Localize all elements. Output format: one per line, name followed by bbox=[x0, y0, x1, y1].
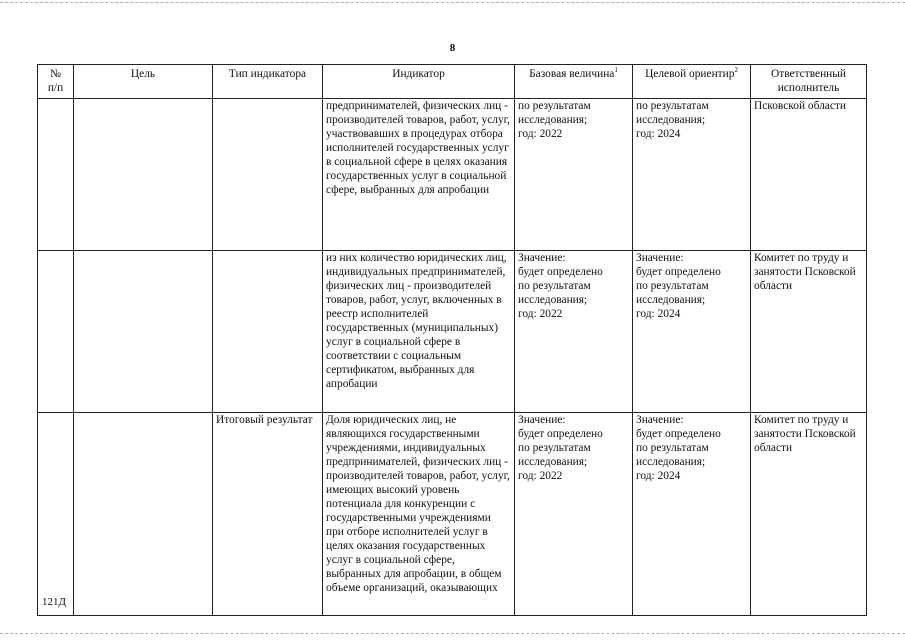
cell-base bbox=[515, 251, 633, 413]
cell-goal bbox=[74, 413, 213, 616]
cell-num bbox=[38, 413, 74, 616]
cell-responsible: Комитет по труду и занятости Псковской области bbox=[751, 251, 867, 413]
cell-type bbox=[213, 99, 323, 251]
cell-goal bbox=[74, 251, 213, 413]
cell-base bbox=[515, 99, 633, 251]
table-row bbox=[38, 99, 867, 251]
target-line1: по результатам bbox=[636, 280, 709, 292]
target-line2: исследования; bbox=[636, 294, 706, 306]
cell-responsible: Комитет по труду и занятости Псковской области bbox=[751, 413, 867, 616]
cell-base bbox=[515, 413, 633, 616]
base-year: год: 2022 bbox=[518, 470, 563, 482]
target-line0: будет определено bbox=[636, 266, 721, 278]
table-row bbox=[38, 413, 867, 616]
header-indicator: Индикатор bbox=[323, 65, 515, 99]
cell-type: Итоговый результат bbox=[213, 413, 323, 616]
header-num bbox=[38, 65, 74, 99]
header-num-line1: № bbox=[50, 68, 61, 80]
target-label: Значение: bbox=[636, 252, 684, 264]
header-base-footnote: 1 bbox=[614, 66, 618, 75]
table-header-row bbox=[38, 65, 867, 99]
scan-edge-top bbox=[0, 2, 905, 3]
base-label: Значение: bbox=[518, 414, 566, 426]
header-resp-line1: Ответственный bbox=[770, 68, 847, 80]
footer-code: 121Д bbox=[42, 596, 67, 608]
cell-target bbox=[633, 99, 751, 251]
target-line2: исследования; bbox=[636, 456, 706, 468]
base-label: Значение: bbox=[518, 252, 566, 264]
base-line1: по результатам bbox=[518, 442, 591, 454]
cell-goal bbox=[74, 99, 213, 251]
target-line1: по результатам bbox=[636, 442, 709, 454]
base-line1: по результатам bbox=[518, 280, 591, 292]
header-responsible bbox=[751, 65, 867, 99]
page-number: 8 bbox=[449, 42, 456, 54]
cell-target bbox=[633, 251, 751, 413]
header-base bbox=[515, 65, 633, 99]
header-target-footnote: 2 bbox=[734, 66, 738, 75]
cell-responsible: Псковской области bbox=[751, 99, 867, 251]
base-line0: будет определено bbox=[518, 428, 603, 440]
cell-num bbox=[38, 251, 74, 413]
target-label: Значение: bbox=[636, 414, 684, 426]
scan-edge-bottom bbox=[0, 633, 905, 634]
target-line0: будет определено bbox=[636, 428, 721, 440]
base-year: год: 2022 bbox=[518, 308, 563, 320]
target-line1: по результатам bbox=[636, 100, 709, 112]
target-line2: исследования; bbox=[636, 114, 706, 126]
base-year: год: 2022 bbox=[518, 128, 563, 140]
header-type: Тип индикатора bbox=[213, 65, 323, 99]
indicators-table bbox=[37, 64, 867, 616]
base-line2: исследования; bbox=[518, 114, 588, 126]
header-resp-line2: исполнитель bbox=[777, 82, 840, 94]
header-target bbox=[633, 65, 751, 99]
cell-indicator: предпринимателей, физических лиц - производителей товаров, работ, услуг, участвовавших в процедурах отбора исполнителей государственных услуг в социальной сфере в целях оказания государственных услуг в социальной сфере, выбранных для апробации bbox=[323, 99, 515, 251]
base-line1: по результатам bbox=[518, 100, 591, 112]
table-row bbox=[38, 251, 867, 413]
header-goal: Цель bbox=[74, 65, 213, 99]
target-year: год: 2024 bbox=[636, 308, 681, 320]
header-target-label: Целевой ориентир bbox=[645, 68, 735, 80]
cell-target bbox=[633, 413, 751, 616]
header-base-label: Базовая величина bbox=[529, 68, 615, 80]
header-num-line2: п/п bbox=[47, 82, 64, 94]
cell-indicator: Доля юридических лиц, не являющихся государственными учреждениями, индивидуальных предпринимателей, физических лиц - производителей товаров, работ, услуг, имеющих высокий уровень потенциала для конкуренции с государственными учреждениями при отборе исполнителей услуг в целях оказания государственных услуг в социальной сфере, выбранных для апробации, в общем объеме организаций, оказывающих bbox=[323, 413, 515, 616]
cell-type bbox=[213, 251, 323, 413]
base-line0: будет определено bbox=[518, 266, 603, 278]
base-line2: исследования; bbox=[518, 294, 588, 306]
base-line2: исследования; bbox=[518, 456, 588, 468]
cell-num bbox=[38, 99, 74, 251]
target-year: год: 2024 bbox=[636, 470, 681, 482]
cell-indicator: из них количество юридических лиц, индивидуальных предпринимателей, физических лиц - производителей товаров, работ, услуг, включенных в реестр исполнителей государственных (муниципальных) услуг в социальной сфере в соответствии с социальным сертификатом, выбранных для апробации bbox=[323, 251, 515, 413]
target-year: год: 2024 bbox=[636, 128, 681, 140]
